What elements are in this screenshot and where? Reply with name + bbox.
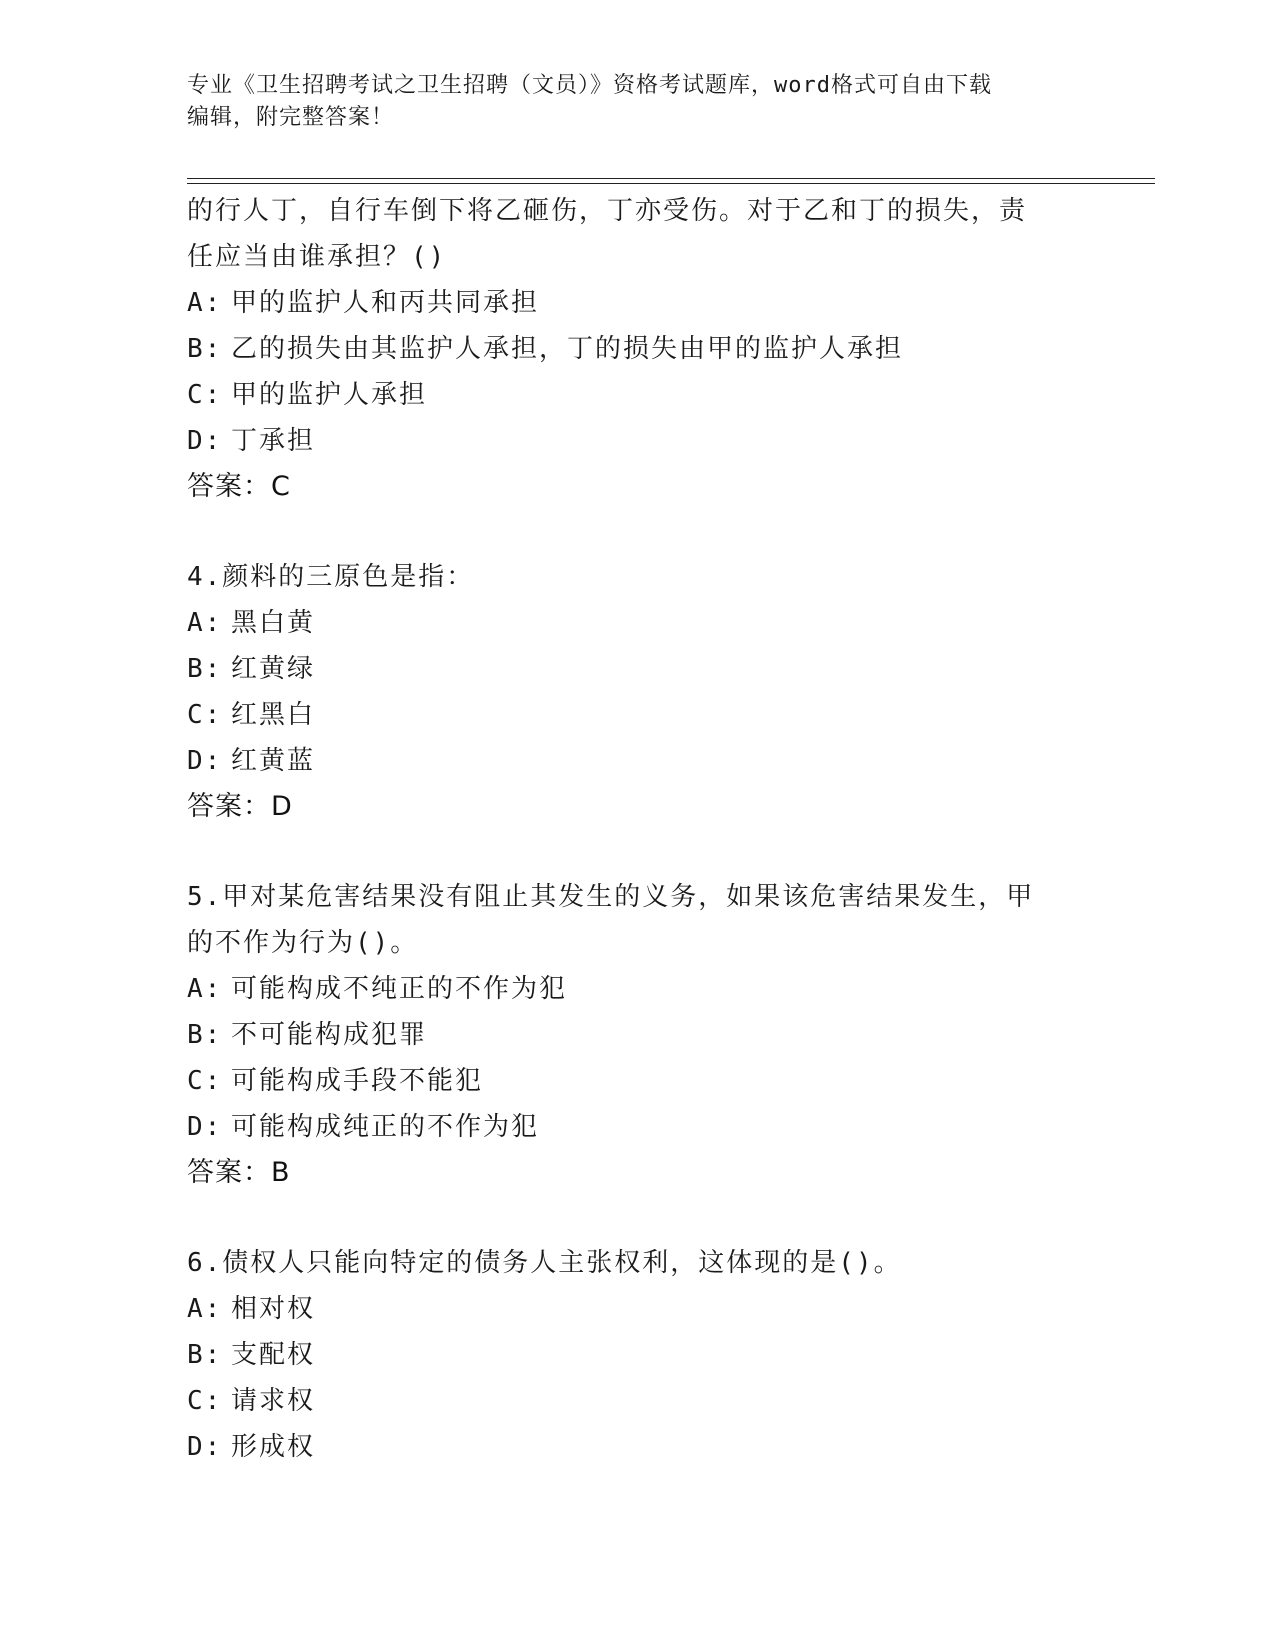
question-5 (187, 874, 1087, 1196)
question-6-option-d (187, 1424, 1087, 1470)
header-divider-top (187, 178, 1155, 179)
option-text: 乙的损失由其监护人承担，丁的损失由甲的监护人承担 (231, 334, 904, 364)
option-text: 红黄蓝 (231, 746, 316, 776)
option-key: A: (187, 974, 223, 1004)
option-text: 红黄绿 (231, 654, 316, 684)
option-key: D: (187, 426, 223, 456)
question-5-text-line-2: 的不作为行为()。 (187, 928, 419, 958)
question-3-option-c (187, 372, 1087, 418)
question-3-answer: 答案：C (187, 471, 291, 502)
option-key: D: (187, 1432, 223, 1462)
question-6-option-b (187, 1332, 1087, 1378)
question-6 (187, 1240, 1087, 1470)
header-line-1: 专业《卫生招聘考试之卫生招聘（文员）》资格考试题库，word格式可自由下载 (187, 73, 992, 98)
document-header (187, 70, 1067, 134)
option-text: 可能构成纯正的不作为犯 (231, 1112, 540, 1142)
option-key: A: (187, 608, 223, 638)
option-text: 支配权 (231, 1340, 316, 1370)
question-5-option-c (187, 1058, 1087, 1104)
spacer (187, 510, 1087, 554)
question-6-option-a (187, 1286, 1087, 1332)
option-text: 请求权 (231, 1386, 316, 1416)
option-key: B: (187, 334, 223, 364)
question-3 (187, 188, 1087, 510)
question-4-text-line-1: 4.颜料的三原色是指： (187, 562, 475, 592)
question-5-option-a (187, 966, 1087, 1012)
option-key: A: (187, 288, 223, 318)
spacer (187, 830, 1087, 874)
spacer (187, 1196, 1087, 1240)
option-key: D: (187, 746, 223, 776)
question-5-option-b (187, 1012, 1087, 1058)
question-list (187, 188, 1087, 1470)
option-key: B: (187, 1020, 223, 1050)
option-text: 丁承担 (231, 426, 316, 456)
option-text: 相对权 (231, 1294, 316, 1324)
question-3-option-d (187, 418, 1087, 464)
option-text: 甲的监护人承担 (231, 380, 428, 410)
question-3-text-line-1: 的行人丁，自行车倒下将乙砸伤，丁亦受伤。对于乙和丁的损失，责 (187, 196, 1028, 226)
question-5-answer: 答案：B (187, 1157, 291, 1188)
option-text: 不可能构成犯罪 (231, 1020, 428, 1050)
question-4-option-c (187, 692, 1087, 738)
option-key: D: (187, 1112, 223, 1142)
question-3-option-b (187, 326, 1087, 372)
question-4-answer: 答案：D (187, 791, 293, 822)
option-key: C: (187, 380, 223, 410)
question-4-option-d (187, 738, 1087, 784)
option-text: 可能构成不纯正的不作为犯 (231, 974, 568, 1004)
question-5-text-line-1: 5.甲对某危害结果没有阻止其发生的义务，如果该危害结果发生，甲 (187, 882, 1035, 912)
question-3-option-a (187, 280, 1087, 326)
question-5-option-d (187, 1104, 1087, 1150)
option-key: C: (187, 1386, 223, 1416)
option-key: C: (187, 1066, 223, 1096)
option-key: C: (187, 700, 223, 730)
question-4-option-b (187, 646, 1087, 692)
option-text: 甲的监护人和丙共同承担 (231, 288, 540, 318)
question-3-text-line-2: 任应当由谁承担？() (187, 242, 447, 272)
option-key: B: (187, 654, 223, 684)
question-4-option-a (187, 600, 1087, 646)
header-line-2: 编辑，附完整答案！ (187, 105, 395, 130)
option-text: 红黑白 (231, 700, 316, 730)
option-text: 形成权 (231, 1432, 316, 1462)
option-text: 黑白黄 (231, 608, 316, 638)
question-6-text-line-1: 6.债权人只能向特定的债务人主张权利，这体现的是()。 (187, 1248, 902, 1278)
question-4 (187, 554, 1087, 830)
option-key: B: (187, 1340, 223, 1370)
question-6-option-c (187, 1378, 1087, 1424)
option-key: A: (187, 1294, 223, 1324)
option-text: 可能构成手段不能犯 (231, 1066, 484, 1096)
header-divider-bottom (187, 183, 1155, 184)
